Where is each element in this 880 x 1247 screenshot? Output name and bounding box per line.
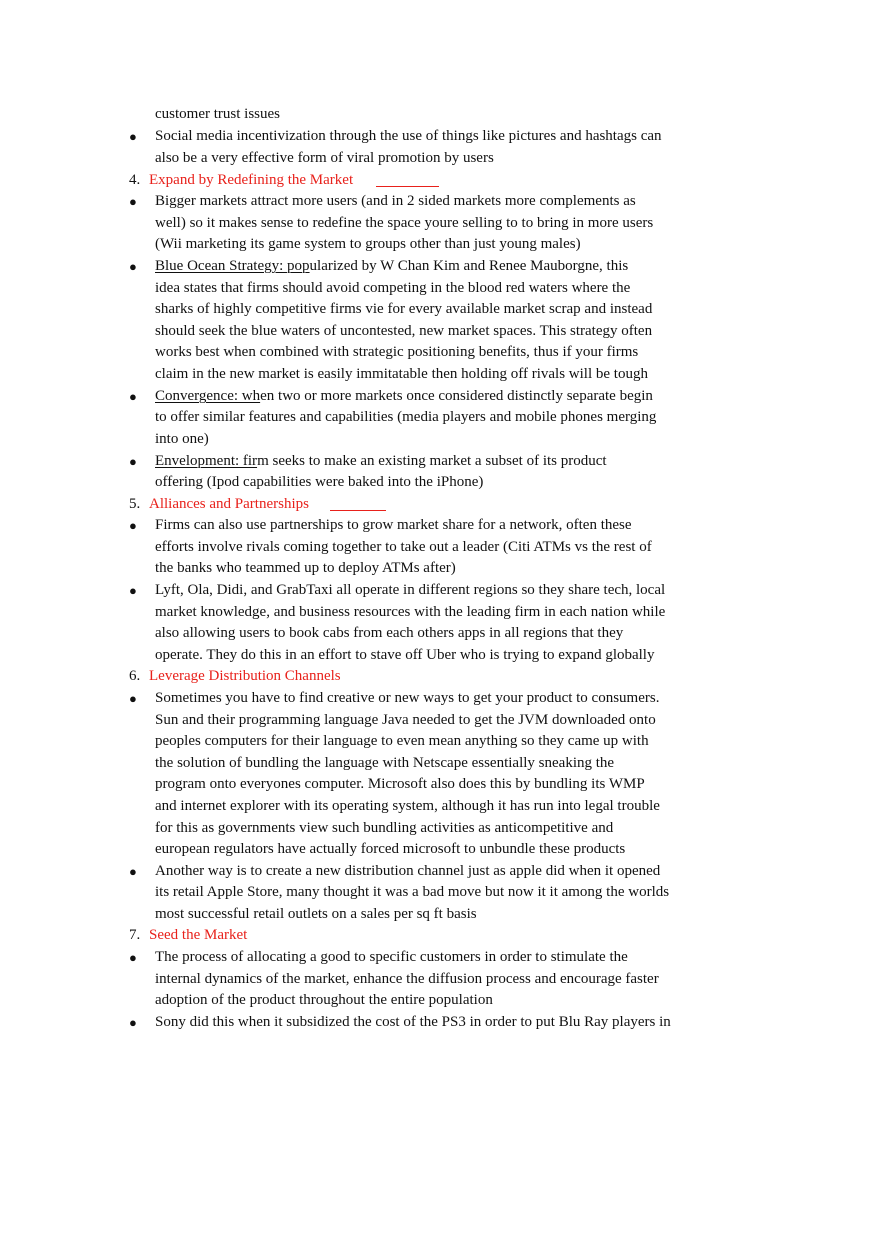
text-line: idea states that firms should avoid competing in the blood red waters where the <box>155 280 631 296</box>
text-line <box>155 256 628 278</box>
section-number: 7. <box>129 927 141 943</box>
text-line: efforts involve rivals coming together to take out a leader (Citi ATMs vs the rest of <box>155 539 652 555</box>
section-heading <box>129 925 247 947</box>
red-underline <box>376 186 439 187</box>
text-line: Sony did this when it subsidized the cost of the PS3 in order to put Blu Ray players in <box>155 1014 671 1030</box>
text-line: peoples computers for their language to even mean anything so they came up with <box>155 733 649 749</box>
text-line: offering (Ipod capabilities were baked into the iPhone) <box>155 474 484 490</box>
text-line: and internet explorer with its operating system, although it has run into legal trouble <box>155 798 660 814</box>
red-underline <box>330 510 386 511</box>
section-heading <box>129 666 341 688</box>
text-line: The process of allocating a good to specific customers in order to stimulate the <box>155 949 628 965</box>
text-line: Firms can also use partnerships to grow market share for a network, often these <box>155 517 632 533</box>
text-line: sharks of highly competitive firms vie for every available market scrap and instead <box>155 301 653 317</box>
text-line: its retail Apple Store, many thought it was a bad move but now it it among the worlds <box>155 884 670 900</box>
bullet-icon: ● <box>129 389 137 404</box>
text-line: market knowledge, and business resources with the leading firm in each nation while <box>155 604 666 620</box>
text-line: the banks who teammed up to deploy ATMs after) <box>155 560 456 576</box>
text-line: into one) <box>155 431 209 447</box>
text-line: program onto everyones computer. Microsoft also does this by bundling its WMP <box>155 776 645 792</box>
bullet-icon: ● <box>129 129 137 144</box>
text-line: works best when combined with strategic positioning benefits, thus if your firms <box>155 344 639 360</box>
text-line: Social media incentivization through the use of things like pictures and hashtags can <box>155 128 662 144</box>
bullet-icon: ● <box>129 691 137 706</box>
section-number: 5. <box>129 496 141 512</box>
text-line: also allowing users to book cabs from each others apps in all regions that they <box>155 625 624 641</box>
text-line: internal dynamics of the market, enhance the diffusion process and encourage faster <box>155 971 659 987</box>
text-line: Lyft, Ola, Didi, and GrabTaxi all operate in different regions so they share tech, local <box>155 582 666 598</box>
bullet-icon: ● <box>129 194 137 209</box>
text-line: to offer similar features and capabilities (media players and mobile phones merging <box>155 409 657 425</box>
text-line: european regulators have actually forced microsoft to unbundle these products <box>155 841 626 857</box>
term-underlined: Blue Ocean Strategy: pop <box>155 258 310 274</box>
section-title: Expand by Redefining the Market <box>149 172 354 188</box>
term-rest: ularized by W Chan Kim and Renee Mauborgne, this <box>309 258 629 274</box>
bullet-icon: ● <box>129 864 137 879</box>
text-line: Another way is to create a new distribution channel just as apple did when it opened <box>155 863 661 879</box>
text-line: Bigger markets attract more users (and in 2 sided markets more complements as <box>155 193 636 209</box>
section-title: Seed the Market <box>149 927 248 943</box>
term-rest: en two or more markets once considered distinctly separate begin <box>260 388 653 404</box>
text-line: claim in the new market is easily immitatable then holding off rivals will be tough <box>155 366 648 382</box>
text-line: should seek the blue waters of uncontested, new market spaces. This strategy often <box>155 323 653 339</box>
text-line: Sometimes you have to find creative or new ways to get your product to consumers. <box>155 690 660 706</box>
text-line: for this as governments view such bundling activities as anticompetitive and <box>155 820 614 836</box>
text-line: well) so it makes sense to redefine the space youre selling to to bring in more users <box>155 215 654 231</box>
section-heading <box>129 170 353 192</box>
text-line: most successful retail outlets on a sales per sq ft basis <box>155 906 477 922</box>
section-title: Alliances and Partnerships <box>149 496 309 512</box>
text-line: customer trust issues <box>155 106 280 122</box>
text-line: operate. They do this in an effort to stave off Uber who is trying to expand globally <box>155 647 655 663</box>
text-line: adoption of the product throughout the entire population <box>155 992 493 1008</box>
text-line: also be a very effective form of viral promotion by users <box>155 150 494 166</box>
bullet-icon: ● <box>129 950 137 965</box>
section-number: 4. <box>129 172 141 188</box>
bullet-icon: ● <box>129 583 137 598</box>
bullet-icon: ● <box>129 259 137 274</box>
text-line: (Wii marketing its game system to groups other than just young males) <box>155 236 581 252</box>
term-underlined: Convergence: wh <box>155 388 261 404</box>
text-line <box>155 386 653 408</box>
bullet-icon: ● <box>129 454 137 469</box>
term-underlined: Envelopment: fir <box>155 453 258 469</box>
text-line: the solution of bundling the language with Netscape essentially sneaking the <box>155 755 615 771</box>
section-heading <box>129 494 309 516</box>
section-number: 6. <box>129 668 141 684</box>
bullet-icon: ● <box>129 1015 137 1030</box>
section-title: Leverage Distribution Channels <box>149 668 341 684</box>
text-line <box>155 451 607 473</box>
text-line: Sun and their programming language Java needed to get the JVM downloaded onto <box>155 712 656 728</box>
term-rest: m seeks to make an existing market a subset of its product <box>257 453 607 469</box>
bullet-icon: ● <box>129 518 137 533</box>
